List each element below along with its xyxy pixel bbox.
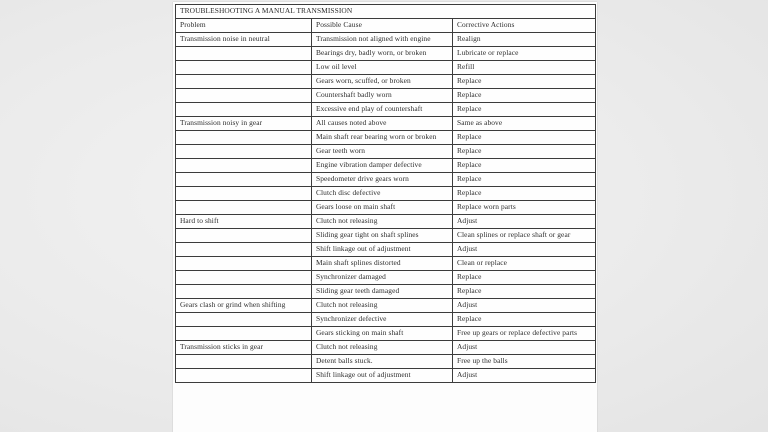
cell-problem: Hard to shift [176, 215, 312, 229]
table-row [176, 285, 596, 299]
cell-possible-cause: Transmission not aligned with engine [312, 33, 453, 47]
cell-problem-empty [176, 103, 312, 117]
cell-possible-cause: Sliding gear teeth damaged [312, 285, 453, 299]
table-row [176, 229, 596, 243]
cell-problem-empty [176, 173, 312, 187]
cell-corrective-action: Free up gears or replace defective parts [453, 327, 596, 341]
header-row [176, 19, 596, 33]
cell-possible-cause: Clutch not releasing [312, 341, 453, 355]
cell-possible-cause: Gear teeth worn [312, 145, 453, 159]
cell-possible-cause: All causes noted above [312, 117, 453, 131]
table-row [176, 341, 596, 355]
cell-corrective-action: Replace [453, 103, 596, 117]
cell-possible-cause: Detent balls stuck. [312, 355, 453, 369]
cell-possible-cause: Sliding gear tight on shaft splines [312, 229, 453, 243]
cell-corrective-action: Replace [453, 313, 596, 327]
table-row [176, 215, 596, 229]
cell-problem-empty [176, 369, 312, 383]
table-title: TROUBLESHOOTING A MANUAL TRANSMISSION [176, 5, 596, 19]
cell-possible-cause: Clutch not releasing [312, 299, 453, 313]
cell-problem: Transmission noise in neutral [176, 33, 312, 47]
cell-possible-cause: Countershaft badly worn [312, 89, 453, 103]
cell-corrective-action: Adjust [453, 341, 596, 355]
table-row [176, 103, 596, 117]
table-row [176, 75, 596, 89]
cell-problem-empty [176, 243, 312, 257]
table-row [176, 257, 596, 271]
cell-corrective-action: Clean splines or replace shaft or gear [453, 229, 596, 243]
cell-corrective-action: Refill [453, 61, 596, 75]
cell-possible-cause: Gears worn, scuffed, or broken [312, 75, 453, 89]
table-row [176, 33, 596, 47]
table-body [176, 5, 596, 383]
table-row [176, 131, 596, 145]
cell-possible-cause: Clutch not releasing [312, 215, 453, 229]
cell-problem-empty [176, 285, 312, 299]
cell-possible-cause: Excessive end play of countershaft [312, 103, 453, 117]
cell-problem-empty [176, 131, 312, 145]
cell-possible-cause: Shift linkage out of adjustment [312, 243, 453, 257]
cell-problem-empty [176, 271, 312, 285]
table-row [176, 201, 596, 215]
cell-corrective-action: Free up the balls [453, 355, 596, 369]
cell-possible-cause: Gears sticking on main shaft [312, 327, 453, 341]
cell-corrective-action: Same as above [453, 117, 596, 131]
cell-corrective-action: Realign [453, 33, 596, 47]
cell-possible-cause: Gears loose on main shaft [312, 201, 453, 215]
cell-possible-cause: Speedometer drive gears worn [312, 173, 453, 187]
table-row [176, 159, 596, 173]
title-row [176, 5, 596, 19]
cell-problem-empty [176, 61, 312, 75]
cell-corrective-action: Replace [453, 187, 596, 201]
cell-possible-cause: Clutch disc defective [312, 187, 453, 201]
cell-problem: Transmission noisy in gear [176, 117, 312, 131]
cell-problem-empty [176, 187, 312, 201]
cell-possible-cause: Low oil level [312, 61, 453, 75]
table-row [176, 145, 596, 159]
cell-problem-empty [176, 229, 312, 243]
cell-problem-empty [176, 313, 312, 327]
column-header-problem: Problem [176, 19, 312, 33]
cell-problem-empty [176, 355, 312, 369]
cell-possible-cause: Engine vibration damper defective [312, 159, 453, 173]
cell-corrective-action: Replace [453, 173, 596, 187]
cell-problem-empty [176, 75, 312, 89]
table-row [176, 355, 596, 369]
cell-corrective-action: Lubricate or replace [453, 47, 596, 61]
table-row [176, 89, 596, 103]
troubleshooting-table [175, 4, 596, 383]
cell-possible-cause: Synchronizer defective [312, 313, 453, 327]
table-row [176, 117, 596, 131]
cell-corrective-action: Replace [453, 271, 596, 285]
table-row [176, 173, 596, 187]
cell-corrective-action: Replace [453, 145, 596, 159]
cell-problem-empty [176, 201, 312, 215]
table-row [176, 313, 596, 327]
table-row [176, 243, 596, 257]
cell-problem-empty [176, 159, 312, 173]
cell-corrective-action: Replace [453, 159, 596, 173]
cell-possible-cause: Bearings dry, badly worn, or broken [312, 47, 453, 61]
cell-corrective-action: Adjust [453, 215, 596, 229]
cell-problem: Transmission sticks in gear [176, 341, 312, 355]
cell-corrective-action: Adjust [453, 299, 596, 313]
cell-corrective-action: Replace [453, 89, 596, 103]
cell-corrective-action: Adjust [453, 243, 596, 257]
cell-problem-empty [176, 145, 312, 159]
cell-corrective-action: Replace [453, 75, 596, 89]
column-header-corrective-actions: Corrective Actions [453, 19, 596, 33]
cell-corrective-action: Adjust [453, 369, 596, 383]
cell-possible-cause: Main shaft rear bearing worn or broken [312, 131, 453, 145]
table-row [176, 187, 596, 201]
cell-corrective-action: Replace worn parts [453, 201, 596, 215]
cell-problem-empty [176, 327, 312, 341]
cell-problem-empty [176, 47, 312, 61]
cell-possible-cause: Synchronizer damaged [312, 271, 453, 285]
table-row [176, 299, 596, 313]
column-header-possible-cause: Possible Cause [312, 19, 453, 33]
table-row [176, 271, 596, 285]
cell-possible-cause: Shift linkage out of adjustment [312, 369, 453, 383]
cell-problem: Gears clash or grind when shifting [176, 299, 312, 313]
table-row [176, 47, 596, 61]
cell-problem-empty [176, 89, 312, 103]
cell-possible-cause: Main shaft splines distorted [312, 257, 453, 271]
cell-problem-empty [176, 257, 312, 271]
cell-corrective-action: Replace [453, 131, 596, 145]
table-row [176, 61, 596, 75]
table-row [176, 327, 596, 341]
cell-corrective-action: Clean or replace [453, 257, 596, 271]
cell-corrective-action: Replace [453, 285, 596, 299]
table-row [176, 369, 596, 383]
